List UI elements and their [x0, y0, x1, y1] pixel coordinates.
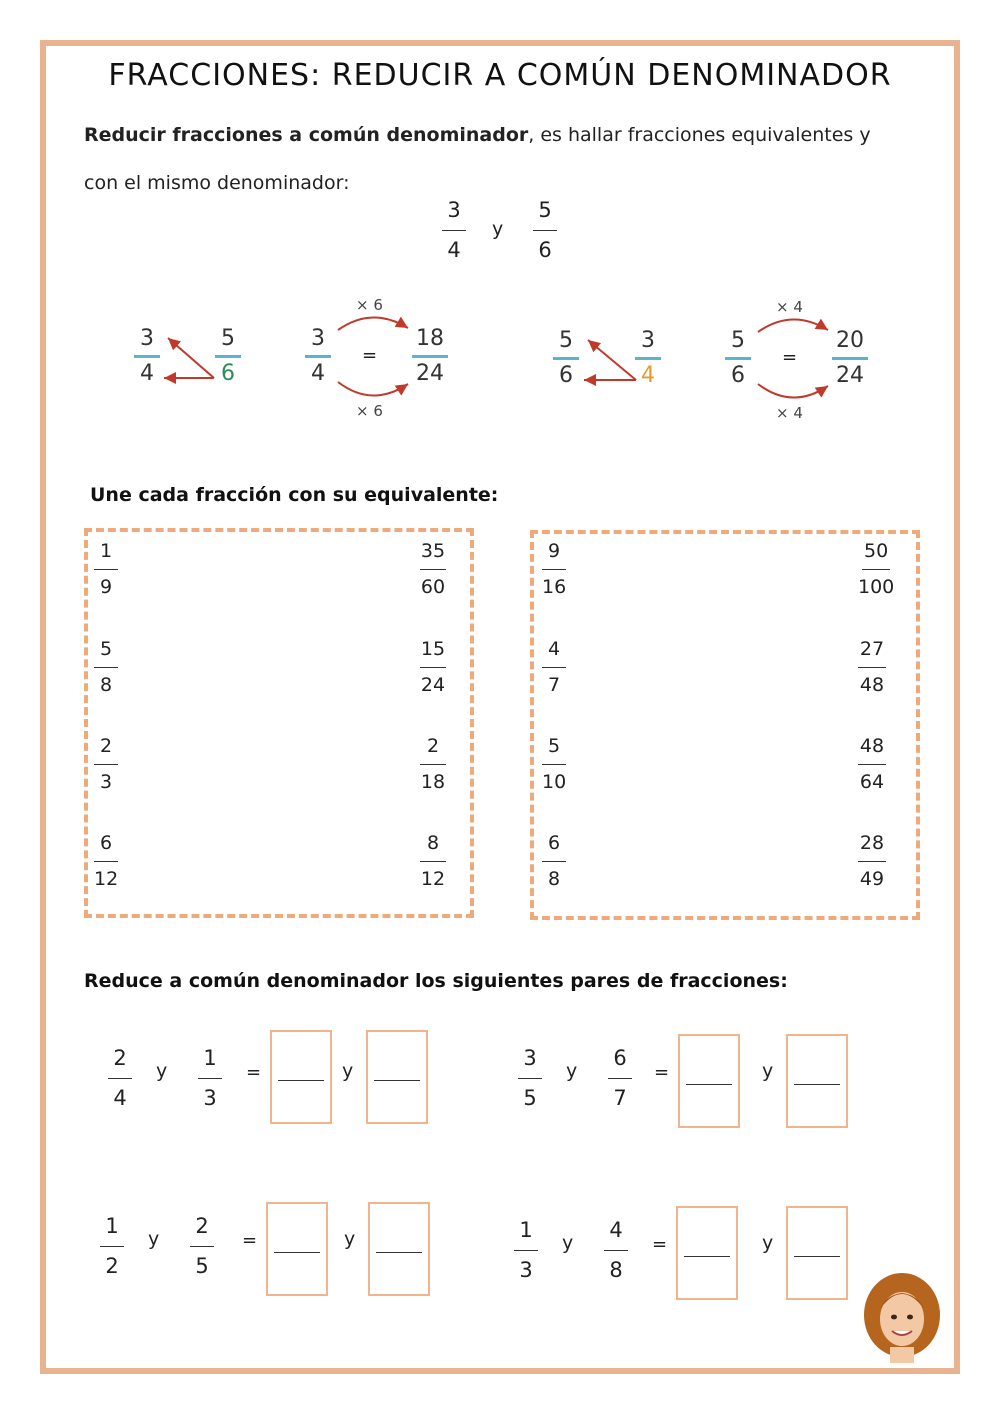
conjunction-y: y: [566, 1060, 578, 1082]
denominator: 8: [609, 1258, 623, 1282]
denominator: 5: [523, 1086, 537, 1110]
numerator: 3: [447, 198, 461, 222]
denominator: 5: [195, 1254, 209, 1278]
equals-sign: =: [654, 1062, 670, 1083]
numerator: 1: [99, 540, 113, 562]
numerator: 48: [859, 735, 885, 757]
numerator: 3: [140, 326, 154, 351]
numerator: 8: [426, 832, 440, 854]
numerator: 20: [836, 328, 864, 353]
numerator: 3: [311, 326, 325, 351]
exercise-fraction-a: [518, 1048, 542, 1109]
fraction-bar: [274, 1252, 320, 1253]
denominator: 64: [859, 771, 885, 793]
intro-rest: , es hallar fracciones equivalentes y: [528, 124, 871, 146]
numerator: 18: [416, 326, 444, 351]
page-title: FRACCIONES: REDUCIR A COMÚN DENOMINADOR: [108, 58, 892, 93]
match-box-1: [84, 528, 474, 918]
match-left-fraction: [94, 737, 118, 792]
numerator: 1: [203, 1046, 217, 1070]
teacher-avatar: [862, 1273, 942, 1363]
fraction-bar: [686, 1084, 732, 1085]
match-left-fraction: [542, 834, 566, 889]
numerator: 5: [548, 735, 561, 757]
numerator: 2: [426, 735, 440, 757]
numerator: 5: [731, 328, 745, 353]
denominator: 3: [203, 1086, 217, 1110]
eq1-multiplier-top: × 6: [356, 296, 383, 314]
conjunction-y: y: [562, 1232, 574, 1254]
conjunction-y: y: [492, 218, 504, 240]
numerator: 2: [99, 735, 113, 757]
denominator: 2: [105, 1254, 119, 1278]
answer-box[interactable]: [270, 1030, 332, 1124]
conjunction-y: y: [342, 1060, 354, 1082]
conjunction-y: y: [762, 1060, 774, 1082]
numerator: 15: [420, 638, 446, 660]
eq2-arrows: [750, 312, 840, 407]
example-fraction-a: [442, 200, 466, 261]
example-fraction-b: [533, 200, 557, 261]
eq1-arrows: [330, 310, 420, 405]
exercise-fraction-b: [608, 1048, 632, 1109]
exercise-fraction-b: [604, 1220, 628, 1281]
numerator: 6: [100, 832, 113, 854]
exercise-fraction-a: [108, 1048, 132, 1109]
eq2-multiplier-top: × 4: [776, 298, 803, 316]
match-left-fraction: [94, 834, 118, 889]
numerator: 35: [420, 540, 446, 562]
numerator: 4: [547, 638, 561, 660]
conjunction-y: y: [148, 1228, 160, 1250]
match-right-fraction: [858, 737, 886, 792]
fraction-bar: [278, 1080, 324, 1081]
denominator: 6: [538, 238, 552, 262]
match-right-fraction: [420, 640, 446, 695]
denominator: 8: [99, 674, 113, 696]
cross2-arrows: [570, 332, 650, 392]
cross1-arrows: [150, 330, 230, 390]
denominator: 18: [420, 771, 446, 793]
match-right-fraction: [858, 542, 894, 597]
numerator: 2: [113, 1046, 127, 1070]
denominator: 7: [547, 674, 561, 696]
answer-box[interactable]: [366, 1030, 428, 1124]
eq2-multiplier-bottom: × 4: [776, 404, 803, 422]
eq1-from-fraction: [305, 328, 331, 385]
denominator: 6: [731, 363, 745, 388]
denominator: 49: [859, 868, 885, 890]
denominator: 6: [559, 363, 573, 388]
eq2-from-fraction: [725, 330, 751, 387]
denominator: 100: [858, 576, 895, 598]
numerator: 28: [859, 832, 885, 854]
denominator: 6: [221, 361, 235, 386]
denominator: 16: [542, 576, 567, 598]
match-left-fraction: [542, 640, 566, 695]
answer-box[interactable]: [266, 1202, 328, 1296]
numerator: 1: [519, 1218, 533, 1242]
conjunction-y: y: [156, 1060, 168, 1082]
fraction-bar: [374, 1080, 420, 1081]
denominator: 24: [836, 363, 864, 388]
answer-box[interactable]: [678, 1034, 740, 1128]
numerator: 5: [559, 328, 573, 353]
match-right-fraction: [858, 834, 886, 889]
fraction-bar: [794, 1256, 840, 1257]
numerator: 3: [523, 1046, 537, 1070]
numerator: 3: [641, 328, 655, 353]
equals-sign: =: [242, 1230, 258, 1251]
reduce-heading: Reduce a común denominador los siguientes pares de fracciones:: [84, 970, 788, 992]
denominator: 4: [140, 361, 154, 386]
answer-box[interactable]: [786, 1034, 848, 1128]
numerator: 1: [105, 1214, 119, 1238]
match-left-fraction: [542, 542, 566, 597]
denominator: 24: [416, 361, 444, 386]
denominator: 4: [447, 238, 461, 262]
match-heading: Une cada fracción con su equivalente:: [90, 484, 499, 506]
denominator: 10: [542, 771, 567, 793]
equals-sign: =: [246, 1062, 262, 1083]
match-right-fraction: [420, 542, 446, 597]
denominator: 3: [519, 1258, 533, 1282]
fraction-bar: [376, 1252, 422, 1253]
exercise-fraction-b: [198, 1048, 222, 1109]
numerator: 2: [195, 1214, 209, 1238]
match-right-fraction: [858, 640, 886, 695]
equals-sign: =: [652, 1234, 668, 1255]
denominator: 4: [641, 363, 655, 388]
intro-line-1: [84, 124, 944, 146]
numerator: 6: [547, 832, 561, 854]
denominator: 24: [420, 674, 446, 696]
denominator: 4: [113, 1086, 127, 1110]
fraction-bar: [794, 1084, 840, 1085]
numerator: 50: [864, 540, 889, 562]
numerator: 6: [613, 1046, 627, 1070]
conjunction-y: y: [762, 1232, 774, 1254]
answer-box[interactable]: [786, 1206, 848, 1300]
match-right-fraction: [420, 834, 446, 889]
exercise-fraction-b: [190, 1216, 214, 1277]
fraction-bar: [684, 1256, 730, 1257]
denominator: 48: [859, 674, 885, 696]
conjunction-y: y: [344, 1228, 356, 1250]
numerator: 4: [609, 1218, 623, 1242]
numerator: 5: [221, 326, 235, 351]
intro-line-2: con el mismo denominador:: [84, 172, 350, 194]
answer-box[interactable]: [368, 1202, 430, 1296]
match-left-fraction: [542, 737, 566, 792]
equals-sign: =: [782, 347, 798, 368]
answer-box[interactable]: [676, 1206, 738, 1300]
denominator: 60: [420, 576, 446, 598]
match-right-fraction: [420, 737, 446, 792]
denominator: 7: [613, 1086, 627, 1110]
intro-bold: Reducir fracciones a común denominador: [84, 124, 529, 146]
denominator: 3: [99, 771, 113, 793]
denominator: 12: [420, 868, 446, 890]
denominator: 12: [94, 868, 119, 890]
match-left-fraction: [94, 542, 118, 597]
match-left-fraction: [94, 640, 118, 695]
numerator: 5: [538, 198, 552, 222]
exercise-fraction-a: [514, 1220, 538, 1281]
exercise-fraction-a: [100, 1216, 124, 1277]
denominator: 9: [99, 576, 113, 598]
numerator: 5: [99, 638, 113, 660]
eq1-multiplier-bottom: × 6: [356, 402, 383, 420]
numerator: 9: [548, 540, 561, 562]
denominator: 8: [547, 868, 561, 890]
equals-sign: =: [362, 345, 378, 366]
denominator: 4: [311, 361, 325, 386]
numerator: 27: [859, 638, 885, 660]
